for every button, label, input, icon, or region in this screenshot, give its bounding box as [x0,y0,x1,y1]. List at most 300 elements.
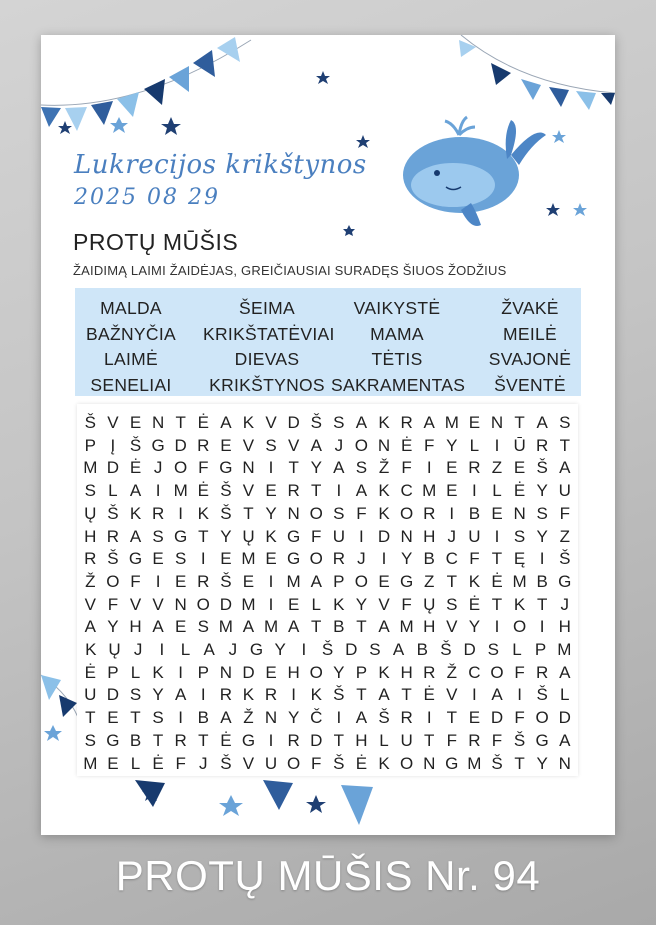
grid-letter: I [426,708,432,728]
grid-letter: D [287,413,300,432]
grid-letter: G [241,730,256,750]
grid-row [77,730,578,752]
word-item: DIEVAS [234,349,300,369]
grid-letter: Š [129,435,142,455]
grid-letter: I [517,685,522,705]
baby-name: Lukrecijos krikštynos [74,150,367,180]
grid-letter: A [333,458,345,478]
grid-letter: Y [333,662,345,682]
grid-letter: D [377,526,391,546]
grid-letter: T [401,685,412,705]
grid-letter: Š [310,413,322,432]
grid-letter: Š [107,549,119,569]
grid-letter: D [106,685,120,705]
grid-letter: Y [355,594,368,614]
grid-letter: U [468,526,481,546]
grid-letter: H [355,730,368,750]
grid-letter: R [468,458,481,478]
word-item: TĖTIS [371,349,423,369]
grid-letter: T [311,481,322,501]
grid-letter: S [333,503,345,523]
grid-letter: Į [110,435,116,455]
grid-letter: I [178,503,184,523]
grid-letter: Ė [197,413,209,432]
grid-letter: F [130,571,141,591]
grid-letter: H [423,617,436,637]
grid-letter: L [469,435,480,455]
word-column [475,296,585,398]
grid-letter: A [491,685,503,705]
grid-letter: Š [220,753,232,773]
grid-letter: Ė [197,481,209,501]
grid-letter: F [491,730,503,750]
word-column [331,296,466,398]
grid-letter: R [287,730,300,750]
grid-letter: Y [446,435,458,455]
grid-letter: R [197,435,210,455]
grid-letter: D [106,458,120,478]
grid-letter: E [265,662,277,682]
grid-letter: A [220,413,232,432]
grid-letter: A [175,685,187,705]
grid-letter: Ų [108,640,121,659]
grid-letter: I [178,662,184,682]
grid-letter: T [85,708,96,728]
grid-letter: K [85,640,97,659]
grid-letter: G [106,730,120,750]
grid-letter: D [242,662,255,682]
grid-letter: R [400,413,413,432]
grid-letter: B [333,617,345,637]
grid-letter: T [243,503,254,523]
grid-letter: T [536,594,548,614]
grid-letter: F [469,549,480,569]
grid-letter: I [336,708,342,728]
grid-letter: I [268,594,274,614]
grid-letter: T [288,458,299,478]
grid-letter: M [422,481,437,501]
grid-letter: V [129,594,142,614]
grid-letter: T [491,594,503,614]
grid-letter: V [242,481,255,501]
grid-letter: T [333,730,345,750]
grid-letter: Ė [400,435,413,455]
grid-row [77,526,578,548]
grid-letter: Ė [423,685,435,705]
grid-letter: E [378,571,390,591]
grid-letter: I [539,549,545,569]
grid-letter: Y [107,617,119,637]
grid-letter: O [490,662,504,682]
grid-letter: V [152,594,164,614]
grid-letter: I [494,617,500,637]
grid-letter: A [310,571,322,591]
grid-letter: F [424,435,435,455]
grid-row [77,707,578,729]
grid-letter: I [155,571,161,591]
grid-letter: E [220,549,232,569]
grid-letter: L [130,753,141,773]
grid-letter: D [490,708,504,728]
grid-letter: U [264,753,278,773]
grid-letter: I [200,549,206,569]
word-item: ŠEIMA [239,298,295,318]
grid-letter: O [309,503,323,523]
grid-letter: F [311,753,322,773]
grid-letter: H [129,617,142,637]
grid-letter: G [219,458,233,478]
grid-letter: B [129,730,142,750]
grid-letter: E [129,413,142,432]
grid-letter: F [198,458,209,478]
grid-letter: I [359,526,364,546]
grid-letter: Š [220,571,232,591]
grid-letter: Š [321,640,334,659]
letter-grid [77,404,578,776]
grid-letter: T [491,549,503,569]
word-item: ŠVENTĖ [494,374,566,395]
grid-letter: E [265,481,277,501]
grid-letter: N [151,413,165,432]
grid-letter: Y [536,481,548,501]
grid-letter: Š [333,753,345,773]
grid-letter: Ė [513,481,526,501]
grid-letter: M [83,753,98,773]
grid-letter: S [175,549,187,569]
grid-letter: A [536,413,548,432]
grid-letter: E [287,594,300,614]
word-item: SENELIAI [90,374,172,395]
grid-letter: U [332,526,345,546]
grid-letter: T [559,435,570,455]
grid-letter: A [287,617,300,637]
grid-letter: I [472,685,477,705]
grid-letter: N [219,662,232,682]
grid-letter: I [449,503,455,523]
grid-letter: A [559,458,571,478]
grid-row [77,435,578,457]
grid-letter: T [311,617,322,637]
grid-letter: K [468,571,481,591]
grid-letter: H [84,526,97,546]
grid-letter: M [241,549,256,569]
grid-letter: R [197,571,210,591]
grid-letter: Š [513,730,526,750]
grid-row [77,503,578,525]
grid-letter: I [426,458,432,478]
grid-letter: E [107,753,119,773]
grid-letter: R [536,435,549,455]
grid-letter: S [355,458,368,478]
grid-letter: G [445,753,459,773]
grid-letter: Y [310,458,322,478]
grid-letter: P [107,662,119,682]
grid-letter: P [84,435,96,455]
grid-letter: T [198,730,209,750]
grid-letter: H [400,662,413,682]
grid-letter: Č [310,708,323,728]
grid-letter: L [311,594,321,614]
grid-letter: N [400,526,413,546]
grid-letter: Š [220,481,232,501]
word-item: BAŽNYČIA [86,323,176,344]
grid-letter: V [242,435,255,455]
grid-letter: E [175,617,187,637]
grid-letter: F [107,594,119,614]
word-item: SAKRAMENTAS [331,374,466,395]
grid-letter: Y [400,549,413,569]
grid-letter: D [558,708,571,728]
grid-letter: Š [378,708,390,728]
grid-letter: Ė [220,730,232,750]
grid-row [77,753,578,775]
grid-row [77,639,578,661]
grid-letter: M [557,640,572,659]
grid-letter: I [155,481,161,501]
grid-letter: K [197,503,209,523]
word-item: ŽVAKĖ [501,298,559,318]
grid-letter: Ų [242,526,255,546]
grid-letter: L [512,640,522,659]
grid-row [77,480,578,502]
grid-letter: T [446,708,457,728]
grid-letter: K [129,503,142,523]
grid-letter: O [196,594,210,614]
grid-letter: O [287,753,301,773]
grid-letter: J [357,549,366,569]
grid-letter: O [309,549,323,569]
grid-letter: H [287,662,300,682]
grid-letter: C [445,549,458,569]
grid-letter: I [494,435,500,455]
grid-letter: K [378,662,390,682]
grid-letter: M [218,617,233,637]
grid-letter: A [129,481,142,501]
grid-letter: V [242,753,255,773]
word-column [75,296,187,398]
grid-letter: Y [152,685,164,705]
puzzle-card [41,35,615,835]
word-item: KRIKŠTYNOS [209,374,325,395]
grid-letter: S [559,413,571,432]
grid-letter: R [536,662,549,682]
grid-letter: I [336,481,342,501]
grid-letter: I [381,549,387,569]
grid-letter: Ė [355,753,368,773]
grid-letter: F [514,708,525,728]
grid-letter: K [378,413,390,432]
event-date: 2025 08 29 [74,185,220,210]
grid-letter: R [264,685,278,705]
grid-letter: R [423,503,436,523]
grid-letter: Š [220,503,232,523]
grid-letter: S [152,526,164,546]
grid-letter: E [468,413,481,432]
grid-letter: R [84,549,97,569]
grid-row [77,457,578,479]
grid-letter: G [287,526,301,546]
grid-letter: A [242,617,255,637]
grid-letter: I [200,685,206,705]
grid-letter: J [447,526,457,546]
grid-letter: N [558,753,571,773]
word-item: MAMA [370,323,424,344]
grid-letter: F [446,730,457,750]
word-item: MALDA [100,298,162,318]
grid-letter: G [249,640,264,659]
grid-letter: Y [468,617,481,637]
grid-letter: Š [491,753,503,773]
grid-letter: A [355,481,368,501]
grid-letter: A [392,640,405,659]
grid-letter: O [174,458,188,478]
grid-letter: A [378,617,390,637]
grid-letter: S [84,481,96,501]
grid-letter: S [197,617,209,637]
grid-letter: Z [424,571,435,591]
grid-letter: K [378,753,390,773]
grid-letter: Ė [84,662,96,682]
grid-letter: B [197,708,209,728]
grid-letter: N [242,458,255,478]
grid-letter: N [423,753,436,773]
grid-letter: M [263,617,279,637]
grid-letter: E [446,481,458,501]
grid-letter: D [219,594,232,614]
grid-letter: I [268,571,274,591]
word-item: VAIKYSTĖ [353,298,441,318]
grid-letter: M [173,481,188,501]
grid-letter: T [446,571,457,591]
grid-letter: G [151,435,165,455]
grid-letter: V [107,413,119,432]
grid-letter: R [468,730,481,750]
grid-letter: O [399,753,414,773]
grid-letter: O [354,435,369,455]
grid-letter: Ę [513,549,526,569]
grid-letter: Z [559,526,570,546]
grid-letter: I [539,617,545,637]
grid-letter: V [446,685,458,705]
word-list [75,288,581,396]
grid-letter: Ė [152,753,164,773]
grid-letter: D [174,435,187,455]
grid-letter: U [84,685,97,705]
grid-letter: E [491,503,503,523]
word-item: LAIMĖ [103,349,159,369]
grid-letter: U [558,481,571,501]
grid-letter: S [369,640,381,659]
grid-letter: A [152,617,164,637]
grid-letter: I [301,640,307,659]
grid-letter: L [379,730,389,750]
grid-letter: U [400,730,413,750]
grid-letter: Ū [513,435,526,455]
grid-letter: T [198,526,209,546]
grid-letter: D [310,730,323,750]
grid-letter: N [513,503,526,523]
grid-letter: A [310,435,322,455]
grid-letter: Ė [468,594,481,614]
grid-letter: L [560,685,570,705]
grid-letter: M [399,617,414,637]
grid-letter: M [286,571,301,591]
grid-letter: R [174,730,187,750]
grid-letter: K [152,662,164,682]
grid-letter: J [133,640,143,659]
grid-letter: F [356,503,367,523]
grid-row [77,662,578,684]
grid-letter: M [83,458,98,478]
grid-letter: Ų [84,503,97,523]
grid-letter: A [355,708,368,728]
grid-letter: S [265,435,277,455]
grid-letter: D [345,640,358,659]
grid-letter: S [513,526,526,546]
grid-letter: O [535,708,549,728]
grid-letter: S [129,685,142,705]
grid-letter: G [174,526,188,546]
grid-letter: K [242,413,255,432]
word-item: KRIKŠTATĖVIAI [203,323,335,344]
grid-letter: G [287,549,301,569]
grid-letter: Y [536,753,548,773]
grid-letter: J [228,640,238,659]
grid-letter: I [159,640,165,659]
grid-letter: A [203,640,215,659]
grid-letter: A [559,662,571,682]
grid-letter: Ž [378,458,390,478]
grid-letter: S [487,640,499,659]
grid-letter: T [152,730,164,750]
grid-letter: E [175,571,187,591]
grid-letter: F [175,753,186,773]
grid-letter: V [84,594,96,614]
grid-letter: T [514,413,525,432]
grid-letter: K [242,685,255,705]
grid-letter: S [333,413,345,432]
grid-letter: E [265,549,277,569]
grid-letter: Ž [446,662,457,682]
grid-letter: T [424,730,435,750]
grid-letter: B [536,571,548,591]
grid-letter: Š [333,685,345,705]
grid-letter: O [309,662,323,682]
grid-letter: O [354,571,369,591]
grid-letter: J [334,435,344,455]
grid-letter: H [423,526,436,546]
grid-letter: F [311,526,322,546]
grid-letter: S [446,594,458,614]
grid-letter: V [446,617,458,637]
grid-letter: K [333,594,345,614]
grid-letter: Y [274,640,286,659]
grid-letter: T [175,413,186,432]
grid-letter: R [287,481,300,501]
grid-letter: S [152,708,164,728]
grid-letter: N [264,708,278,728]
grid-letter: G [399,571,414,591]
grid-letter: F [559,503,570,523]
grid-letter: I [268,730,274,750]
grid-letter: M [241,594,256,614]
grid-letter: A [84,617,96,637]
grid-letter: B [468,503,481,523]
whale-illustration [403,117,546,226]
grid-letter: I [268,458,274,478]
grid-letter: Z [491,458,503,478]
grid-letter: L [108,481,118,501]
